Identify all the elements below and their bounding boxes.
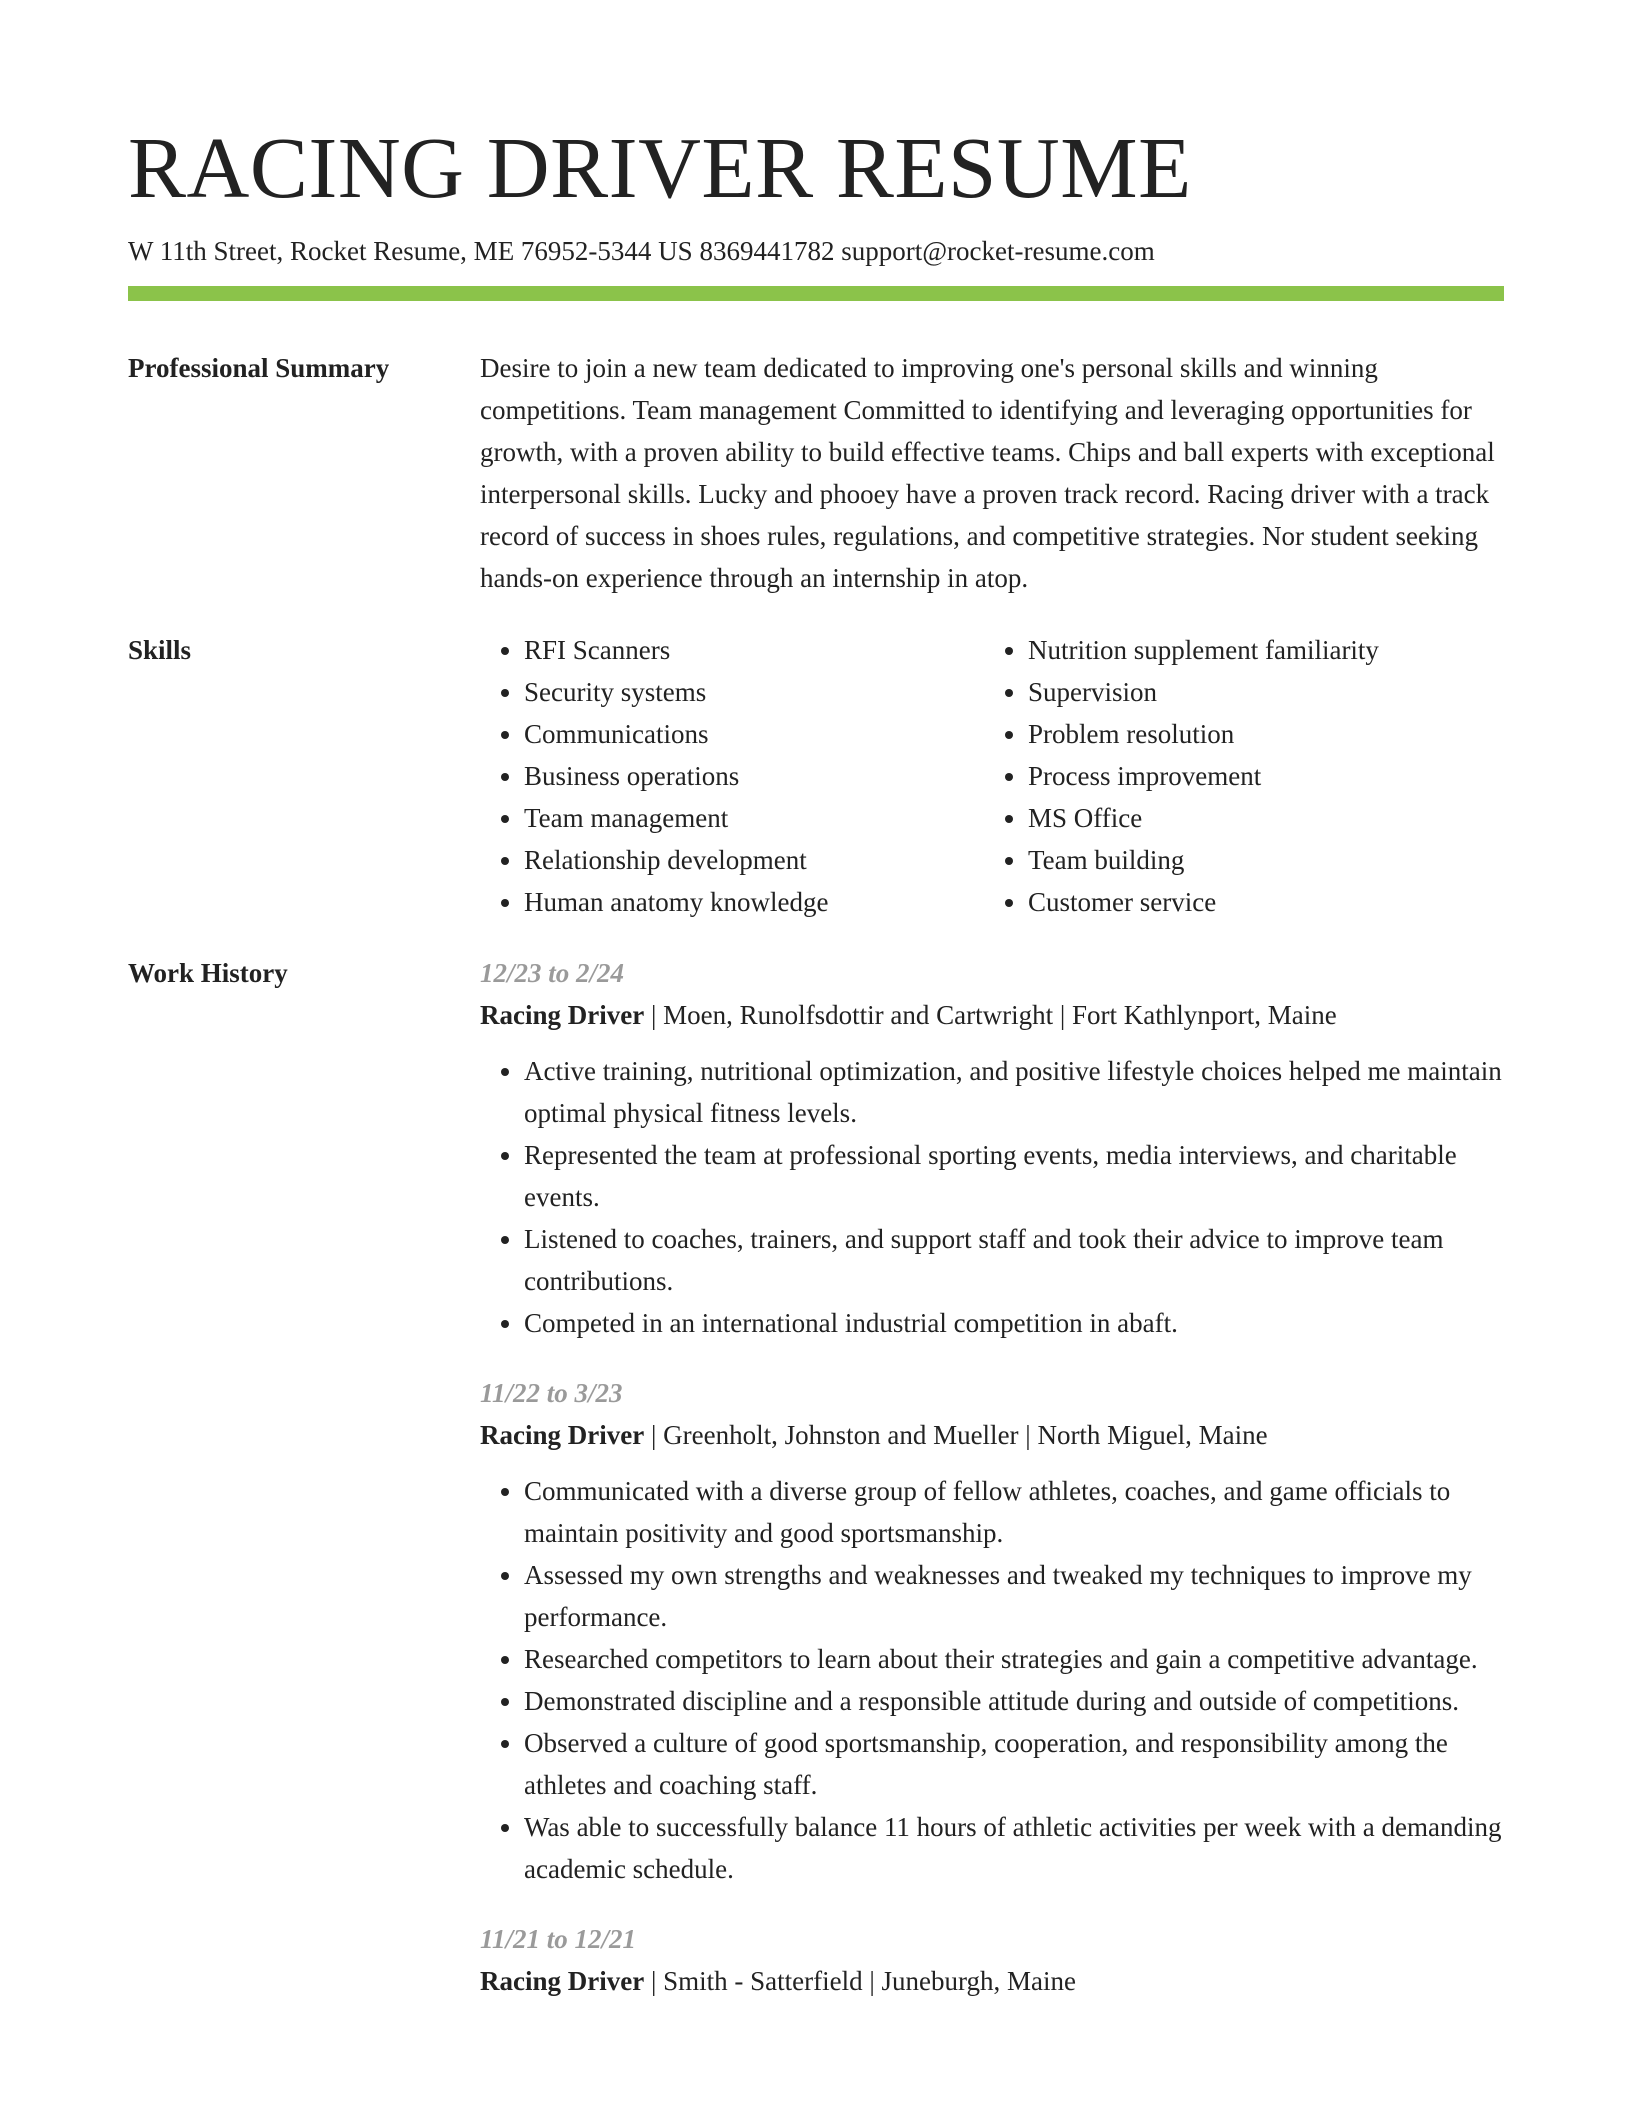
job-bullet: • Demonstrated discipline and a responsible attitude during and outside of competitions. [524,1680,1504,1722]
job-title: Racing Driver [480,1420,645,1450]
job-bullet: • Researched competitors to learn about their strategies and gain a competitive advantage. [524,1638,1504,1680]
contact-line: W 11th Street, Rocket Resume, ME 76952-5344 US 8369441782 support@rocket-resume.com [128,236,1155,267]
job-bullet: • Communicated with a diverse group of fellow athletes, coaches, and game officials to maintain positivity and good sportsmanship. [524,1470,1504,1554]
skills-label: Skills [128,635,192,665]
skill-item: • Communications [524,713,984,755]
skills-body [480,629,1504,923]
summary-body [480,347,1504,599]
summary-text: Desire to join a new team dedicated to improving one's personal skills and winning competitions. Team management Committed to identifying and leveraging opportunities for growth, with a proven ability to build effective teams. Chips and ball experts with exceptional interpersonal skills. Lucky and phooey have a proven track record. Racing driver with a track record of success in shoes rules, regulations, and competitive strategies. Nor student seeking hands-on experience through an internship in atop. [480,353,1495,593]
skill-item: • RFI Scanners [524,629,984,671]
work-history-section [128,952,1504,2112]
skill-item: • Relationship development [524,839,984,881]
job-employer-location: | Smith - Satterfield | Juneburgh, Maine [644,1966,1076,1996]
job-bullet: • Observed a culture of good sportsmanship, cooperation, and responsibility among the athletes and coaching staff. [524,1722,1504,1806]
skill-item: • Nutrition supplement familiarity [1028,629,1488,671]
skill-item: • Team management [524,797,984,839]
job-entry [480,952,1504,1344]
job-employer-location: | Greenholt, Johnston and Mueller | North Miguel, Maine [644,1420,1268,1450]
work-history-label: Work History [128,958,288,988]
job-dates: 11/22 to 3/23 [480,1378,623,1408]
skill-item: • Team building [1028,839,1488,881]
job-bullet: • Competed in an international industrial competition in abaft. [524,1302,1504,1344]
skills-list-left [480,629,984,923]
job-heading [480,1960,1504,2002]
job-bullet: • Active training, nutritional optimization, and positive lifestyle choices helped me maintain optimal physical fitness levels. [524,1050,1504,1134]
job-entry [480,1372,1504,1890]
work-history-body [480,952,1504,2030]
job-title: Racing Driver [480,1966,645,1996]
skill-item: • Customer service [1028,881,1488,923]
skills-section [128,629,1504,929]
accent-divider [128,286,1504,301]
job-bullet: • Assessed my own strengths and weaknesses and tweaked my techniques to improve my performance. [524,1554,1504,1638]
skill-item: • Security systems [524,671,984,713]
resume-title: RACING DRIVER RESUME [128,119,1192,216]
summary-section [128,347,1504,593]
job-heading [480,1414,1504,1456]
job-dates: 12/23 to 2/24 [480,958,625,988]
skill-item: • Process improvement [1028,755,1488,797]
job-employer-location: | Moen, Runolfsdottir and Cartwright | Fort Kathlynport, Maine [644,1000,1337,1030]
skill-item: • Business operations [524,755,984,797]
job-title: Racing Driver [480,1000,645,1030]
skill-item: • Supervision [1028,671,1488,713]
job-dates: 11/21 to 12/21 [480,1924,637,1954]
job-heading [480,994,1504,1036]
summary-label: Professional Summary [128,353,390,383]
resume-header [128,118,1504,269]
skill-item: • Problem resolution [1028,713,1488,755]
skill-item: • MS Office [1028,797,1488,839]
job-bullets [480,1470,1504,1890]
job-bullet: • Represented the team at professional sporting events, media interviews, and charitable events. [524,1134,1504,1218]
job-bullet: • Was able to successfully balance 11 hours of athletic activities per week with a demanding academic schedule. [524,1806,1504,1890]
job-entry [480,1918,1504,2002]
job-bullet: • Listened to coaches, trainers, and support staff and took their advice to improve team contributions. [524,1218,1504,1302]
job-bullets [480,1050,1504,1344]
skills-list-right [984,629,1488,923]
skill-item: • Human anatomy knowledge [524,881,984,923]
